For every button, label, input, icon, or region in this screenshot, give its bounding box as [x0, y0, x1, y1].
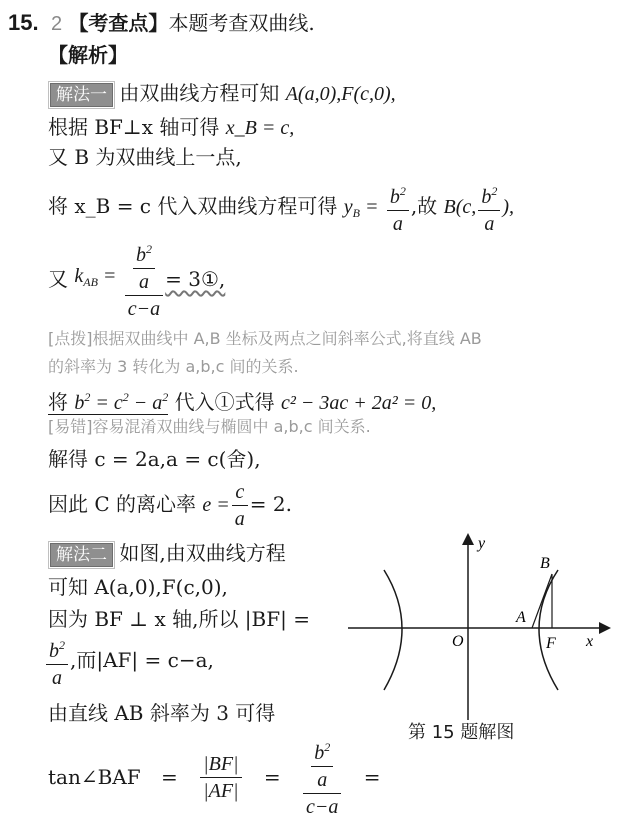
tan-label: tan∠BAF — [48, 765, 141, 789]
slope-compound-fraction: $\frac{\frac{b^2}{a}}{c-a}$ — [125, 236, 163, 322]
method1-line4: 将 x_B = c 代入双曲线方程可得 $y_B$ = $\frac{b^2}{a}$ ,故 B(c, $\frac{b^2}{a}$ ), — [48, 178, 514, 239]
method2-line3: 因为 BF ⊥ x 轴,所以 |BF| = — [48, 607, 310, 631]
tip-1-line1: [点拨]根据双曲线中 A,B 坐标及两点之间斜率公式,将直线 AB — [48, 329, 482, 348]
method1-line6-c: c² − 3ac + 2a² = 0, — [280, 392, 437, 414]
topic-text: 本题考查双曲线. — [168, 11, 315, 35]
method1-line2 — [48, 114, 294, 141]
fraction-b2-over-a-3: $\frac{b^2}{a}$ — [46, 632, 68, 691]
method1-line7: 解得 c = 2a,a = c(舍), — [48, 447, 261, 471]
eq-2: = — [263, 765, 281, 789]
compound-fraction-2: $\frac{\frac{b^2}{a}}{c-a}$ — [303, 734, 341, 820]
tip-1-line2: 的斜率为 3 转化为 a,b,c 间的关系. — [48, 357, 299, 376]
analysis-heading: 【解析】 — [48, 43, 128, 67]
method1-line6: 将 $b^2 = c^2 - a^2$ 代入①式得 c² − 3ac + 2a² = 0, — [48, 390, 437, 414]
method1-line2-math: x_B = c, — [225, 117, 295, 139]
method2-line1-text: 如图,由双曲线方程 — [119, 541, 286, 565]
tip-2: [易错]容易混淆双曲线与椭圆中 a,b,c 间关系. — [48, 417, 371, 436]
method2-label: 解法二 — [50, 543, 113, 567]
label-x: x — [586, 633, 594, 650]
method1-line6-a: 将 — [48, 390, 68, 414]
label-o: O — [452, 633, 464, 650]
segment-ab — [532, 574, 552, 628]
eq-3: = — [363, 765, 381, 789]
point-b-coords: B(c, — [443, 196, 477, 218]
method1-line8-result: = 2. — [249, 492, 292, 516]
method2-line4-text: ,而|AF| = c−a, — [70, 648, 214, 672]
label-a: A — [516, 609, 526, 626]
method1-label: 解法一 — [50, 83, 113, 107]
fraction-bf-over-af: $\frac{|BF|}{|AF|}$ — [200, 751, 241, 804]
method1-line4-text-b: ,故 — [410, 194, 438, 218]
method1-line6-b: 代入①式得 — [174, 390, 275, 414]
label-b: B — [540, 555, 550, 572]
method1-line1 — [50, 80, 396, 107]
label-f: F — [546, 635, 556, 652]
method1-line1-text: 由双曲线方程可知 — [119, 81, 280, 105]
method2-line1 — [50, 540, 286, 567]
left-branch — [384, 570, 402, 690]
fraction-c-over-a: $\frac{c}{a}$ — [232, 479, 248, 532]
topic-tag: 【考查点】 — [68, 11, 169, 35]
method1-line4-text-a: 将 x_B = c 代入双曲线方程可得 — [48, 194, 338, 218]
method1-line5-prefix: 又 — [48, 267, 68, 291]
method2-line5: 由直线 AB 斜率为 3 可得 — [48, 701, 276, 725]
question-header — [8, 10, 315, 37]
method1-yb: $y_B$ = — [343, 196, 379, 220]
hyperbola-svg — [346, 530, 616, 740]
method1-line1-math: A(a,0),F(c,0), — [285, 83, 396, 105]
method2-tan-line — [48, 734, 381, 820]
fraction-b2-over-a: $\frac{b^2}{a}$ — [387, 178, 409, 237]
eq-1: = — [160, 765, 178, 789]
hyperbola-figure — [346, 530, 616, 740]
figure-caption: 第 15 题解图 — [408, 722, 515, 743]
method1-line5-result: = 3①, — [165, 267, 226, 291]
method2-line2: 可知 A(a,0),F(c,0), — [48, 575, 228, 599]
method1-line5: 又 $k_{AB}$ = $\frac{\frac{b^2}{a}}{c-a}$ = 3①, — [48, 236, 225, 322]
method1-line3: 又 B 为双曲线上一点, — [48, 145, 242, 169]
method2-line4 — [44, 632, 214, 691]
method1-line8: 因此 C 的离心率 e = $\frac{c}{a}$ = 2. — [48, 481, 292, 530]
method1-line8-text: 因此 C 的离心率 — [48, 492, 197, 516]
question-number: 15. — [8, 10, 39, 35]
right-branch — [539, 570, 558, 690]
label-y: y — [478, 535, 486, 552]
method1-line2-text: 根据 BF⊥x 轴可得 — [48, 115, 220, 139]
question-answer: 2 — [50, 13, 63, 35]
fraction-b2-over-a-2: $\frac{b^2}{a}$ — [478, 178, 500, 237]
